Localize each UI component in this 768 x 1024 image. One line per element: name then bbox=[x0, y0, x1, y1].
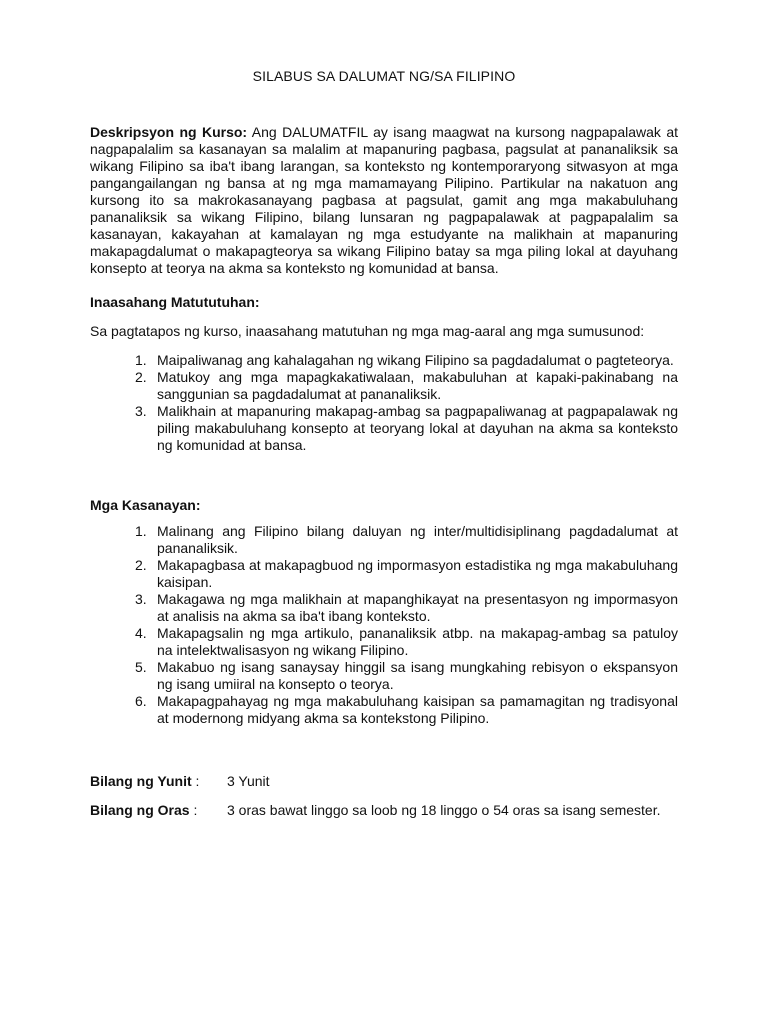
list-item-text: Malinang ang Filipino bilang daluyan ng inter/multidisiplinang pagdadalumat at pananaliksik. bbox=[157, 523, 678, 556]
list-item-number: 1. bbox=[135, 523, 147, 539]
list-item bbox=[90, 557, 678, 591]
hours-separator: : bbox=[189, 802, 198, 818]
list-item bbox=[90, 659, 678, 693]
list-item-text: Makapagpahayag ng mga makabuluhang kaisipan sa pamamagitan ng tradisyonal at modernong midyang akma sa kontekstong Pilipino. bbox=[157, 693, 678, 726]
list-item-number: 5. bbox=[135, 659, 147, 675]
list-item bbox=[90, 369, 678, 403]
page-title: SILABUS SA DALUMAT NG/SA FILIPINO bbox=[252, 68, 516, 84]
list-item-number: 4. bbox=[135, 625, 147, 641]
list-item bbox=[90, 403, 678, 454]
units-value: 3 Yunit bbox=[227, 773, 270, 789]
description-text: Ang DALUMATFIL ay isang maagwat na kursong nagpapalawak at nagpapalalim sa kasanayan sa malalim at mapanuring pagbasa, pagsulat at pananaliksik sa wikang Filipino sa iba't ibang larangan, sa konteksto ng kontemporaryong sitwasyon at mga pangangailangan ng bansa at ng mga mamamayang Pilipino. Partikular na nakatuon ang kursong ito sa makrokasanayang pagbasa at pagsulat, gamit ang mga makabuluhang pananaliksik sa wikang Filipino, bilang lunsaran ng pagpapalawak at pagpapalalim sa kasanayan, kakayahan at kamalayan ng mga estudyante na malikhain at mapanuring makapagdalumat o makapagteorya sa wikang Filipino batay sa mga piling lokal at dayuhang konsepto at teorya na akma sa konteksto ng komunidad at bansa. bbox=[90, 124, 678, 276]
list-item-text: Maipaliwanag ang kahalagahan ng wikang Filipino sa pagdadalumat o pagteteorya. bbox=[157, 352, 674, 368]
list-item bbox=[90, 352, 678, 369]
outcomes-intro: Sa pagtatapos ng kurso, inaasahang matutuhan ng mga mag-aaral ang mga sumusunod: bbox=[90, 323, 645, 339]
units-separator: : bbox=[191, 773, 200, 789]
outcomes-heading: Inaasahang Matututuhan: bbox=[90, 294, 260, 310]
hours-row-label bbox=[90, 802, 197, 819]
skills-heading: Mga Kasanayan: bbox=[90, 497, 201, 513]
description-label: Deskripsyon ng Kurso: bbox=[90, 124, 248, 140]
list-item-number: 3. bbox=[135, 591, 147, 607]
list-item-text: Makabuo ng isang sanaysay hinggil sa isang mungkahing rebisyon o ekspansyon ng isang umiiral na konsepto o teorya. bbox=[157, 659, 678, 692]
units-row-label bbox=[90, 773, 199, 790]
hours-value: 3 oras bawat linggo sa loob ng 18 linggo o 54 oras sa isang semester. bbox=[227, 802, 661, 818]
list-item bbox=[90, 523, 678, 557]
list-item-text: Malikhain at mapanuring makapag-ambag sa pagpapaliwanag at pagpapalawak ng piling makabuluhang konsepto at teoryang lokal at dayuhan na akma sa konteksto ng komunidad at bansa. bbox=[157, 403, 678, 453]
list-item-text: Makapagbasa at makapagbuod ng impormasyon estadistika ng mga makabuluhang kaisipan. bbox=[157, 557, 678, 590]
course-description bbox=[90, 124, 678, 277]
list-item-number: 2. bbox=[135, 369, 147, 385]
outcomes-list bbox=[90, 352, 678, 454]
list-item-text: Makagawa ng mga malikhain at mapanghikayat na presentasyon ng impormasyon at analisis na akma sa iba't ibang konteksto. bbox=[157, 591, 678, 624]
list-item-number: 6. bbox=[135, 693, 147, 709]
units-label: Bilang ng Yunit bbox=[90, 773, 192, 789]
list-item-text: Makapagsalin ng mga artikulo, pananaliksik atbp. na makapag-ambag sa patuloy na intelektwalisasyon ng wikang Filipino. bbox=[157, 625, 678, 658]
hours-label: Bilang ng Oras bbox=[90, 802, 190, 818]
list-item bbox=[90, 625, 678, 659]
list-item-number: 3. bbox=[135, 403, 147, 419]
list-item bbox=[90, 591, 678, 625]
list-item-text: Matukoy ang mga mapagkakatiwalaan, makabuluhan at kapaki-pakinabang na sanggunian sa pagdadalumat at pananaliksik. bbox=[157, 369, 678, 402]
list-item-number: 1. bbox=[135, 352, 147, 368]
list-item bbox=[90, 693, 678, 727]
list-item-number: 2. bbox=[135, 557, 147, 573]
skills-list bbox=[90, 523, 678, 727]
